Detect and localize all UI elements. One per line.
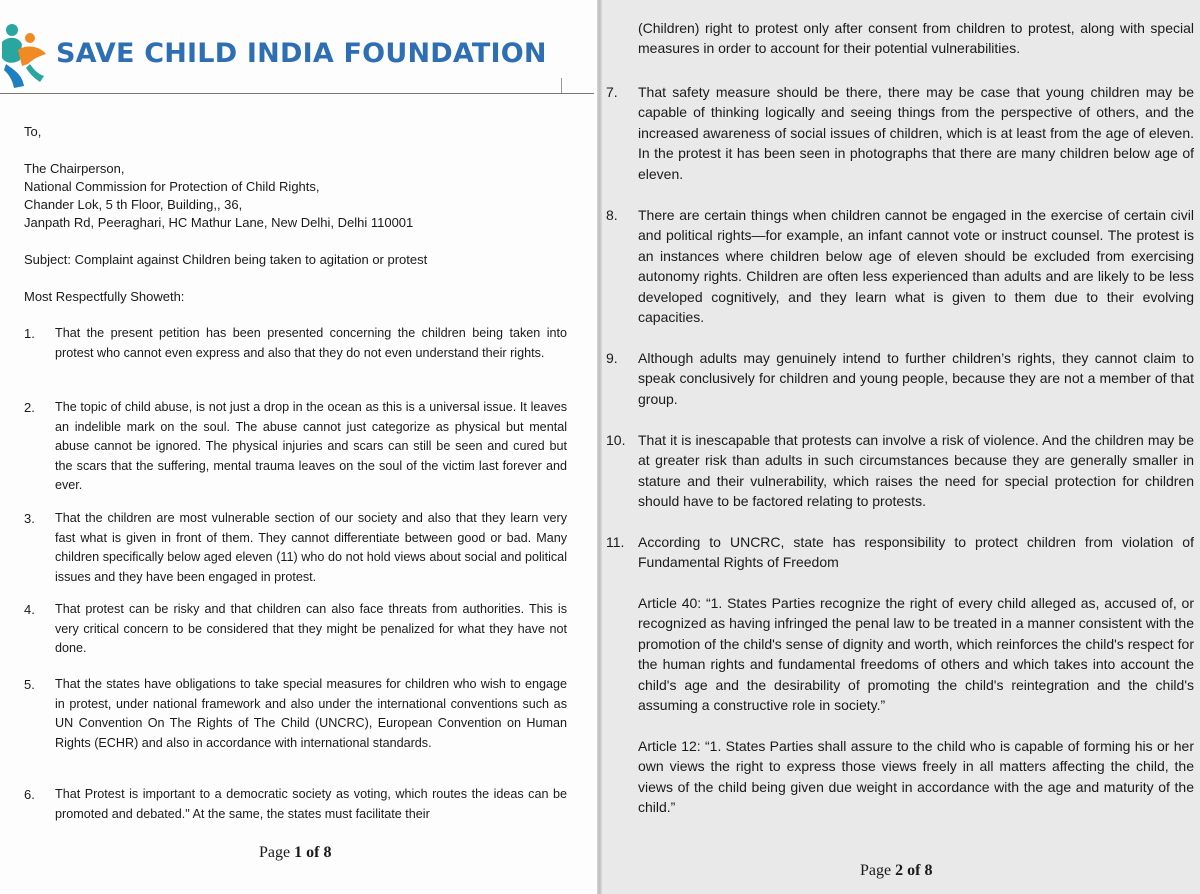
children-figures-logo-icon [0, 20, 50, 90]
header-divider [0, 93, 594, 94]
point-text: That safety measure should be there, there may be case that young children may be capable of thinking logically and seeing things from the perspective of others, and the increased awareness of social issues of children, which is at least from the age of eleven. In the protest it has been seen in photographs that there are many children below age of eleven. [638, 84, 1194, 182]
point-number: 10. [606, 432, 626, 448]
letter-page-1 [0, 0, 598, 894]
address-line: The Chairperson, [24, 161, 125, 176]
point-text: That the states have obligations to take special measures for children who wish to engage in protest, under national framework and also under the international conventions such as UN Convention On The Rights of The Child (UNCRC), European Convention on Human Rights (ECHR) and also in accordance with international standards. [55, 677, 567, 750]
point-text: That protest can be risky and that children can also face threats from authorities. This is very critical concern to be considered that they might be penalized for what they have not done. [55, 602, 567, 656]
salutation: To, [24, 124, 42, 139]
page-number: Page 2 of 8 [860, 862, 933, 879]
organization-name: SAVE CHILD INDIA FOUNDATION [56, 38, 547, 69]
page-number: Page 1 of 8 [259, 844, 332, 861]
point-text: That the present petition has been presented concerning the children being taken into protest who cannot even express and also that they do not even understand their rights. [55, 326, 567, 360]
point-number: 3. [24, 511, 35, 526]
article-quote: Article 12: “1. States Parties shall assure to the child who is capable of forming his or her own views the right to express those views freely in all matters affecting the child, the views of the child being given due weight in accordance with the age and maturity of the child.” [638, 738, 1194, 816]
point-number: 8. [606, 207, 618, 223]
point-number: 5. [24, 677, 35, 692]
point-number: 2. [24, 400, 35, 415]
point-number: 4. [24, 602, 35, 617]
point-text: That it is inescapable that protests can involve a risk of violence. And the children may be at greater risk than adults in such circumstances because they are generally smaller in stature and their vulnerability, which raises the need for special protection for children should have to be factored relating to protests. [638, 432, 1194, 510]
point-text: That the children are most vulnerable section of our society and also that they learn very fast what is given in front of them. They cannot differentiate between good or bad. Many children specifically below aged eleven (11) who do not hold views about social and political issues and they have been engaged in protest. [55, 511, 567, 584]
point-text: Although adults may genuinely intend to further children’s rights, they cannot claim to speak conclusively for children and young people, because they are not a member of that group. [638, 350, 1194, 407]
header-divider-tick [561, 78, 562, 94]
address-line: National Commission for Protection of Child Rights, [24, 179, 320, 194]
address-line: Chander Lok, 5 th Floor, Building,, 36, [24, 197, 243, 212]
point-text: The topic of child abuse, is not just a drop in the ocean as this is a universal issue. It leaves an indelible mark on the soul. The abuse cannot just categorize as physical but mental abuse cannot be ignored. The physical injuries and scars can still be seen and cured but the scars that the suffering, mental trauma leaves on the soul of the victim last forever and ever. [55, 400, 567, 493]
page-fold [597, 0, 602, 894]
article-quote: Article 40: “1. States Parties recognize the right of every child alleged as, accused of, or recognized as having infringed the penal law to be treated in a manner consistent with the promotion of the child's sense of dignity and worth, which reinforces the child's respect for the human rights and fundamental freedoms of others and which takes into account the child's age and the desirability of promoting the child's reintegration and the child's assuming a constructive role in society.” [638, 595, 1194, 714]
point-number: 11. [606, 534, 625, 550]
point-number: 7. [606, 84, 618, 100]
point-text: According to UNCRC, state has responsibility to protect children from violation of Fundamental Rights of Freedom [638, 534, 1194, 571]
opening-line: Most Respectfully Showeth: [24, 289, 185, 304]
point-number: 6. [24, 787, 35, 802]
point-text: There are certain things when children cannot be engaged in the exercise of certain civil and political rights—for example, an infant cannot vote or instruct counsel. The protest is an instances where children below age of eleven should be excluded from exercising autonomy rights. Children are often less experienced than adults and are likely to be less developed cognitively, and they learn what is given to them due to their evolving capacities. [638, 207, 1194, 326]
subject-line: Subject: Complaint against Children being taken to agitation or protest [24, 252, 428, 267]
point-number: 1. [24, 326, 35, 341]
continuation-text: (Children) right to protest only after consent from children to protest, along with special measures in order to account for their potential vulnerabilities. [638, 20, 1194, 57]
point-number: 9. [606, 350, 618, 366]
point-text: That Protest is important to a democratic society as voting, which routes the ideas can be promoted and debated." At the same, the states must facilitate their [55, 787, 567, 821]
address-line: Janpath Rd, Peeraghari, HC Mathur Lane, New Delhi, Delhi 110001 [24, 215, 414, 230]
